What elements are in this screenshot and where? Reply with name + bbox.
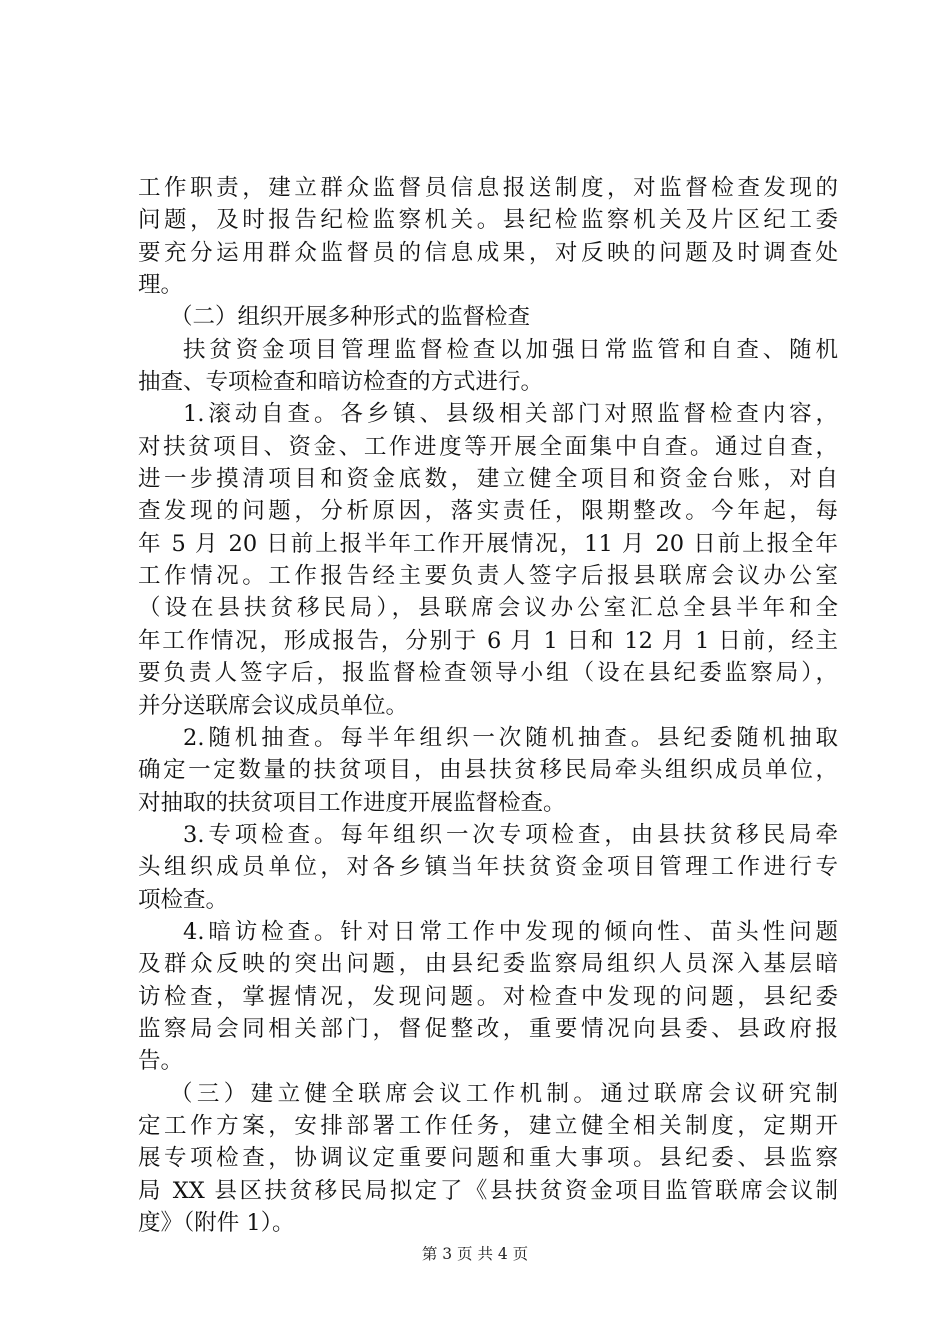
body-line: 问题，及时报告纪检监察机关。县纪检监察机关及片区纪工委 xyxy=(138,207,838,234)
body-line: 要充分运用群众监督员的信息成果，对反映的问题及时调查处 xyxy=(138,239,838,266)
body-line: 扶贫资金项目管理监督检查以加强日常监管和自查、随机 xyxy=(183,336,838,363)
body-line: 监察局会同相关部门，督促整改，重要情况向县委、县政府报 xyxy=(138,1015,838,1042)
document-body xyxy=(138,172,838,1239)
body-line: 对扶贫项目、资金、工作进度等开展全面集中自查。通过自查， xyxy=(138,433,838,460)
body-line: （设在县扶贫移民局），县联席会议办公室汇总全县半年和全 xyxy=(138,595,838,622)
section-heading: （二）组织开展多种形式的监督检查 xyxy=(170,304,531,331)
body-line: 确定一定数量的扶贫项目，由县扶贫移民局牵头组织成员单位， xyxy=(138,757,838,784)
body-line: 1.滚动自查。各乡镇、县级相关部门对照监督检查内容， xyxy=(183,401,838,428)
body-line: 对抽取的扶贫项目工作进度开展监督检查。 xyxy=(138,789,566,816)
page-number: 第 3 页 共 4 页 xyxy=(421,1245,529,1263)
body-line: 及群众反映的突出问题，由县纪委监察局组织人员深入基层暗 xyxy=(138,951,838,978)
body-line: 局 XX 县区扶贫移民局拟定了《县扶贫资金项目监管联席会议制 xyxy=(138,1177,838,1204)
body-line: 3.专项检查。每年组织一次专项检查，由县扶贫移民局牵 xyxy=(183,821,838,848)
body-line: 头组织成员单位，对各乡镇当年扶贫资金项目管理工作进行专 xyxy=(138,854,838,881)
body-line: 告。 xyxy=(138,1048,184,1075)
body-line: 年 5 月 20 日前上报半年工作开展情况，11 月 20 日前上报全年 xyxy=(138,530,838,557)
body-line: 工作职责，建立群众监督员信息报送制度，对监督检查发现的 xyxy=(138,175,838,201)
body-line: 要负责人签字后，报监督检查领导小组（设在县纪委监察局）， xyxy=(138,660,838,687)
body-line: 4.暗访检查。针对日常工作中发现的倾向性、苗头性问题 xyxy=(183,918,838,945)
body-line: 展专项检查，协调议定重要问题和重大事项。县纪委、县监察 xyxy=(138,1145,838,1172)
body-line: 查发现的问题，分析原因，落实责任，限期整改。今年起，每 xyxy=(138,498,838,525)
body-line: 理。 xyxy=(138,272,184,299)
body-line: 工作情况。工作报告经主要负责人签字后报县联席会议办公室 xyxy=(138,563,838,590)
body-line: 项检查。 xyxy=(138,886,229,913)
body-line: 2.随机抽查。每半年组织一次随机抽查。县纪委随机抽取 xyxy=(183,724,838,751)
body-line: 度》（附件 1）。 xyxy=(138,1210,295,1236)
body-line: 抽查、专项检查和暗访检查的方式进行。 xyxy=(138,369,544,396)
section-heading: （三）建立健全联席会议工作机制。通过联席会议研究制 xyxy=(170,1080,838,1107)
body-line: 进一步摸清项目和资金底数，建立健全项目和资金台账，对自 xyxy=(138,466,838,493)
body-line: 定工作方案，安排部署工作任务，建立健全相关制度，定期开 xyxy=(138,1112,838,1139)
body-line: 并分送联席会议成员单位。 xyxy=(138,692,409,719)
body-line: 访检查，掌握情况，发现问题。对检查中发现的问题，县纪委 xyxy=(138,983,838,1010)
body-line: 年工作情况，形成报告，分别于 6 月 1 日和 12 月 1 日前，经主 xyxy=(138,627,838,654)
